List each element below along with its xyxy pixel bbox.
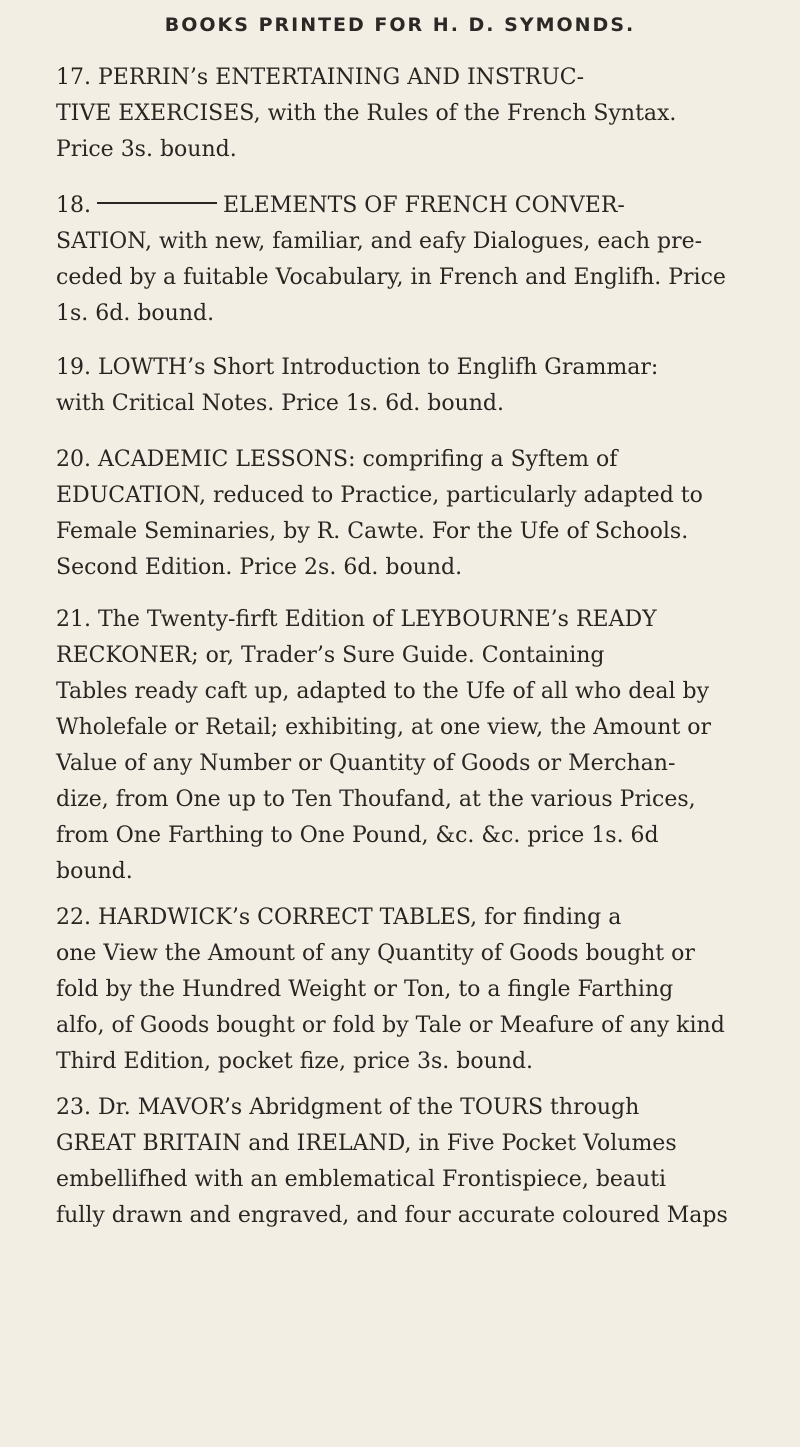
entry-line: ceded by a fuitable Vocabulary, in French and Englifh. Price	[56, 265, 726, 290]
entry-line: Value of any Number or Quantity of Goods or Merchan-	[56, 751, 676, 776]
entry-line: fold by the Hundred Weight or Ton, to a fingle Farthing	[56, 977, 674, 1002]
catalogue-entries	[0, 60, 800, 1252]
entry-line: GREAT BRITAIN and IRELAND, in Five Pocket Volumes	[56, 1131, 677, 1156]
entry-line: fully drawn and engraved, and four accurate coloured Maps	[56, 1203, 728, 1228]
page-header: BOOKS PRINTED FOR H. D. SYMONDS.	[164, 14, 636, 36]
entry-line: TIVE EXERCISES, with the Rules of the French Syntax.	[56, 101, 677, 126]
entry-line: RECKONER; or, Trader’s Sure Guide. Containing	[56, 643, 605, 668]
entry-line: EDUCATION, reduced to Practice, particularly adapted to	[56, 483, 703, 508]
entry-line: one View the Amount of any Quantity of Goods bought or	[56, 941, 695, 966]
catalogue-entry-17	[0, 60, 800, 168]
entry-line: Wholefale or Retail; exhibiting, at one view, the Amount or	[56, 715, 712, 740]
entry-line: Price 3s. bound.	[56, 137, 237, 162]
entry-line: Female Seminaries, by R. Cawte. For the Ufe of Schools.	[56, 519, 689, 544]
entry-line: with Critical Notes. Price 1s. 6d. bound.	[56, 391, 505, 416]
entry-line: 17. PERRIN’s ENTERTAINING AND INSTRUC-	[56, 65, 585, 90]
ditto-dash	[97, 202, 217, 204]
entry-line: 1s. 6d. bound.	[56, 301, 215, 326]
entry-line: embellifhed with an emblematical Frontispiece, beauti	[56, 1167, 667, 1192]
entry-line: from One Farthing to One Pound, &c. &c. price 1s. 6d	[56, 823, 659, 848]
catalogue-entry-22	[0, 900, 800, 1080]
catalogue-entry-19	[0, 350, 800, 422]
entry-first-line	[56, 188, 796, 224]
catalogue-entry-20	[0, 442, 800, 586]
catalogue-entry-21	[0, 602, 800, 890]
entry-line: 19. LOWTH’s Short Introduction to Englifh Grammar:	[56, 355, 659, 380]
entry-line: dize, from One up to Ten Thoufand, at the various Prices,	[56, 787, 696, 812]
entry-line: 21. The Twenty-firft Edition of LEYBOURNE’s READY	[56, 607, 657, 632]
entry-line: 22. HARDWICK’s CORRECT TABLES, for finding a	[56, 905, 622, 930]
entry-number: 18.	[56, 193, 91, 218]
entry-line: 20. ACADEMIC LESSONS: comprifing a Syftem of	[56, 447, 618, 472]
entry-line: Second Edition. Price 2s. 6d. bound.	[56, 555, 463, 580]
entry-title: ELEMENTS OF FRENCH CONVER-	[223, 193, 625, 218]
entry-line: SATION, with new, familiar, and eafy Dialogues, each pre-	[56, 229, 703, 254]
entry-line: 23. Dr. MAVOR’s Abridgment of the TOURS through	[56, 1095, 640, 1120]
entry-line: bound.	[56, 859, 133, 884]
entry-line: Tables ready caft up, adapted to the Ufe of all who deal by	[56, 679, 710, 704]
entry-line: alfo, of Goods bought or fold by Tale or Meafure of any kind	[56, 1013, 725, 1038]
entry-line: Third Edition, pocket fize, price 3s. bound.	[56, 1049, 534, 1074]
catalogue-entry-18	[0, 188, 800, 332]
catalogue-entry-23	[0, 1090, 800, 1234]
